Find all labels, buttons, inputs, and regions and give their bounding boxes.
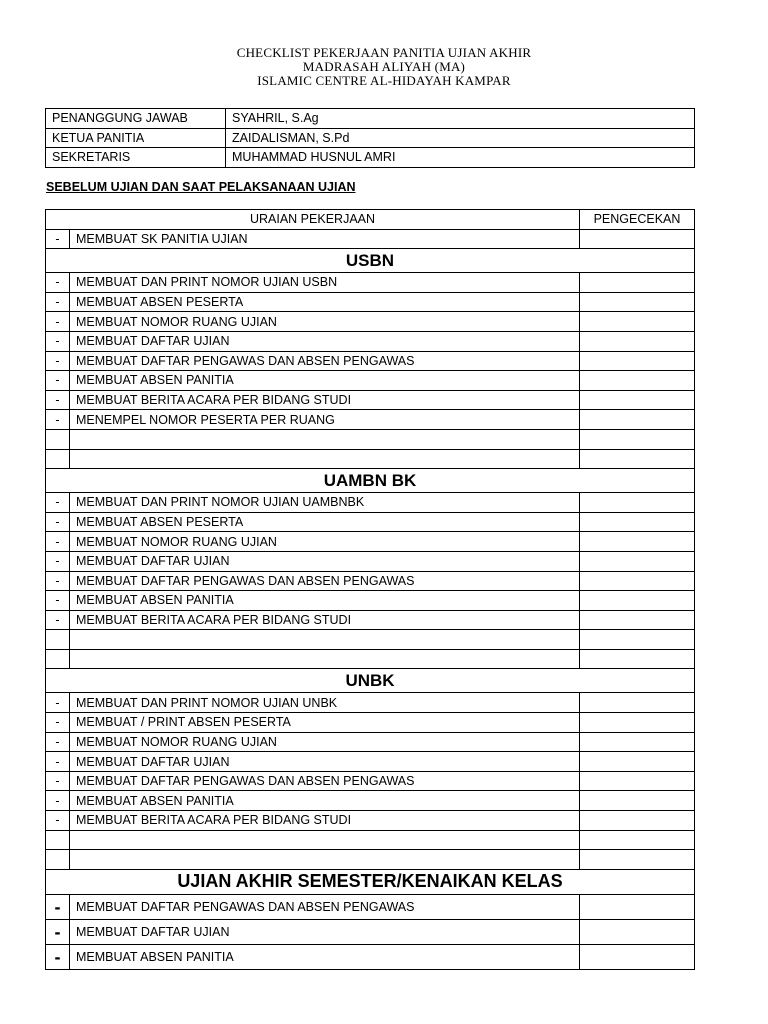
checklist-body xyxy=(46,210,695,970)
row-dash: - xyxy=(46,229,70,249)
checklist-row xyxy=(46,410,695,430)
row-dash xyxy=(46,429,70,449)
check-cell[interactable] xyxy=(580,850,695,870)
row-dash: - xyxy=(46,410,70,430)
task-cell: MEMBUAT DAFTAR PENGAWAS DAN ABSEN PENGAWAS xyxy=(70,351,580,371)
row-dash: - xyxy=(46,752,70,772)
row-dash: - xyxy=(46,791,70,811)
task-cell: MEMBUAT DAN PRINT NOMOR UJIAN UAMBNBK xyxy=(70,493,580,513)
checklist-row xyxy=(46,630,695,650)
row-dash: - xyxy=(46,610,70,630)
checklist-row xyxy=(46,571,695,591)
responsibility-table xyxy=(45,108,695,168)
task-cell: MEMBUAT ABSEN PANITIA xyxy=(70,371,580,391)
check-cell[interactable] xyxy=(580,229,695,249)
checklist-row xyxy=(46,532,695,552)
checklist-row xyxy=(46,512,695,532)
task-cell: MEMBUAT ABSEN PESERTA xyxy=(70,292,580,312)
checklist-header-row xyxy=(46,210,695,230)
group-header-row xyxy=(46,869,695,894)
checklist-row xyxy=(46,771,695,791)
checklist-row xyxy=(46,649,695,669)
row-dash: - xyxy=(46,512,70,532)
check-cell[interactable] xyxy=(580,449,695,469)
group-title: UAMBN BK xyxy=(46,469,695,493)
checklist-row xyxy=(46,591,695,611)
check-cell[interactable] xyxy=(580,649,695,669)
row-dash xyxy=(46,649,70,669)
checklist-row xyxy=(46,371,695,391)
checklist-row xyxy=(46,351,695,371)
info-row xyxy=(46,148,695,168)
check-cell[interactable] xyxy=(580,390,695,410)
task-cell: MEMBUAT BERITA ACARA PER BIDANG STUDI xyxy=(70,811,580,831)
checklist-row xyxy=(46,292,695,312)
task-cell: MENEMPEL NOMOR PESERTA PER RUANG xyxy=(70,410,580,430)
group-header-row xyxy=(46,469,695,493)
check-cell[interactable] xyxy=(580,551,695,571)
row-dash: - xyxy=(46,551,70,571)
task-cell: MEMBUAT BERITA ACARA PER BIDANG STUDI xyxy=(70,610,580,630)
checklist-row xyxy=(46,493,695,513)
checklist-row xyxy=(46,610,695,630)
checklist-row xyxy=(46,312,695,332)
check-cell[interactable] xyxy=(580,752,695,772)
column-header-task: URAIAN PEKERJAAN xyxy=(46,210,580,230)
check-cell[interactable] xyxy=(580,351,695,371)
info-value: ZAIDALISMAN, S.Pd xyxy=(226,128,695,148)
check-cell[interactable] xyxy=(580,732,695,752)
check-cell[interactable] xyxy=(580,429,695,449)
info-label: SEKRETARIS xyxy=(46,148,226,168)
check-cell[interactable] xyxy=(580,292,695,312)
row-dash: - xyxy=(46,331,70,351)
task-cell: MEMBUAT NOMOR RUANG UJIAN xyxy=(70,312,580,332)
row-dash: - xyxy=(46,273,70,293)
task-cell: MEMBUAT ABSEN PANITIA xyxy=(70,791,580,811)
checklist-table xyxy=(45,209,695,970)
row-dash: - xyxy=(46,532,70,552)
row-dash: - xyxy=(46,693,70,713)
task-cell xyxy=(70,630,580,650)
checklist-row xyxy=(46,713,695,733)
column-header-check: PENGECEKAN xyxy=(580,210,695,230)
checklist-row xyxy=(46,752,695,772)
check-cell[interactable] xyxy=(580,610,695,630)
group-header-row xyxy=(46,249,695,273)
row-dash: - xyxy=(46,351,70,371)
task-cell: MEMBUAT BERITA ACARA PER BIDANG STUDI xyxy=(70,390,580,410)
row-dash: - xyxy=(46,919,70,944)
row-dash: - xyxy=(46,312,70,332)
row-dash: - xyxy=(46,732,70,752)
row-dash xyxy=(46,630,70,650)
task-cell: MEMBUAT ABSEN PESERTA xyxy=(70,512,580,532)
check-cell[interactable] xyxy=(580,410,695,430)
info-label: KETUA PANITIA xyxy=(46,128,226,148)
info-row xyxy=(46,109,695,129)
check-cell[interactable] xyxy=(580,273,695,293)
task-cell: MEMBUAT ABSEN PANITIA xyxy=(70,944,580,969)
info-label: PENANGGUNG JAWAB xyxy=(46,109,226,129)
task-cell: MEMBUAT / PRINT ABSEN PESERTA xyxy=(70,713,580,733)
row-dash: - xyxy=(46,944,70,969)
document-title-line-3: ISLAMIC CENTRE AL-HIDAYAH KAMPAR xyxy=(257,73,511,88)
row-dash xyxy=(46,850,70,870)
task-cell: MEMBUAT SK PANITIA UJIAN xyxy=(70,229,580,249)
task-cell xyxy=(70,850,580,870)
group-title: UNBK xyxy=(46,669,695,693)
task-cell xyxy=(70,449,580,469)
check-cell[interactable] xyxy=(580,693,695,713)
group-title: UJIAN AKHIR SEMESTER/KENAIKAN KELAS xyxy=(46,869,695,894)
task-cell: MEMBUAT DAFTAR UJIAN xyxy=(70,331,580,351)
row-dash: - xyxy=(46,894,70,919)
check-cell[interactable] xyxy=(580,493,695,513)
row-dash: - xyxy=(46,371,70,391)
check-cell[interactable] xyxy=(580,830,695,850)
row-dash: - xyxy=(46,713,70,733)
info-value: MUHAMMAD HUSNUL AMRI xyxy=(226,148,695,168)
group-title: USBN xyxy=(46,249,695,273)
row-dash: - xyxy=(46,571,70,591)
task-cell: MEMBUAT DAFTAR UJIAN xyxy=(70,919,580,944)
check-cell[interactable] xyxy=(580,630,695,650)
checklist-row xyxy=(46,791,695,811)
check-cell[interactable] xyxy=(580,791,695,811)
task-cell: MEMBUAT NOMOR RUANG UJIAN xyxy=(70,732,580,752)
checklist-row xyxy=(46,273,695,293)
row-dash xyxy=(46,449,70,469)
checklist-row xyxy=(46,551,695,571)
task-cell xyxy=(70,429,580,449)
check-cell[interactable] xyxy=(580,894,695,919)
task-cell: MEMBUAT DAN PRINT NOMOR UJIAN UNBK xyxy=(70,693,580,713)
group-header-row xyxy=(46,669,695,693)
check-cell[interactable] xyxy=(580,919,695,944)
info-value: SYAHRIL, S.Ag xyxy=(226,109,695,129)
check-cell[interactable] xyxy=(580,811,695,831)
check-cell[interactable] xyxy=(580,371,695,391)
row-dash: - xyxy=(46,591,70,611)
document-title-line-2: MADRASAH ALIYAH (MA) xyxy=(302,59,466,74)
task-cell: MEMBUAT ABSEN PANITIA xyxy=(70,591,580,611)
row-dash: - xyxy=(46,811,70,831)
check-cell[interactable] xyxy=(580,591,695,611)
checklist-row xyxy=(46,894,695,919)
checklist-row xyxy=(46,732,695,752)
checklist-row xyxy=(46,390,695,410)
check-cell[interactable] xyxy=(580,312,695,332)
task-cell xyxy=(70,649,580,669)
info-row xyxy=(46,128,695,148)
checklist-row xyxy=(46,830,695,850)
check-cell[interactable] xyxy=(580,532,695,552)
task-cell: MEMBUAT DAFTAR PENGAWAS DAN ABSEN PENGAWAS xyxy=(70,771,580,791)
task-cell: MEMBUAT DAFTAR UJIAN xyxy=(70,551,580,571)
task-cell: MEMBUAT DAFTAR UJIAN xyxy=(70,752,580,772)
checklist-row xyxy=(46,449,695,469)
section-heading: SEBELUM UJIAN DAN SAAT PELAKSANAAN UJIAN xyxy=(46,180,356,194)
task-cell: MEMBUAT NOMOR RUANG UJIAN xyxy=(70,532,580,552)
task-cell: MEMBUAT DAFTAR PENGAWAS DAN ABSEN PENGAWAS xyxy=(70,894,580,919)
check-cell[interactable] xyxy=(580,771,695,791)
document-title-line-1: CHECKLIST PEKERJAAN PANITIA UJIAN AKHIR xyxy=(236,45,532,60)
task-cell: MEMBUAT DAFTAR PENGAWAS DAN ABSEN PENGAWAS xyxy=(70,571,580,591)
check-cell[interactable] xyxy=(580,713,695,733)
row-dash: - xyxy=(46,493,70,513)
checklist-row xyxy=(46,693,695,713)
checklist-row xyxy=(46,331,695,351)
check-cell[interactable] xyxy=(580,571,695,591)
task-cell: MEMBUAT DAN PRINT NOMOR UJIAN USBN xyxy=(70,273,580,293)
check-cell[interactable] xyxy=(580,331,695,351)
row-dash: - xyxy=(46,771,70,791)
checklist-row xyxy=(46,850,695,870)
checklist-row xyxy=(46,811,695,831)
checklist-row xyxy=(46,229,695,249)
check-cell[interactable] xyxy=(580,512,695,532)
checklist-row xyxy=(46,919,695,944)
checklist-row xyxy=(46,944,695,969)
row-dash xyxy=(46,830,70,850)
check-cell[interactable] xyxy=(580,944,695,969)
checklist-row xyxy=(46,429,695,449)
row-dash: - xyxy=(46,390,70,410)
row-dash: - xyxy=(46,292,70,312)
task-cell xyxy=(70,830,580,850)
